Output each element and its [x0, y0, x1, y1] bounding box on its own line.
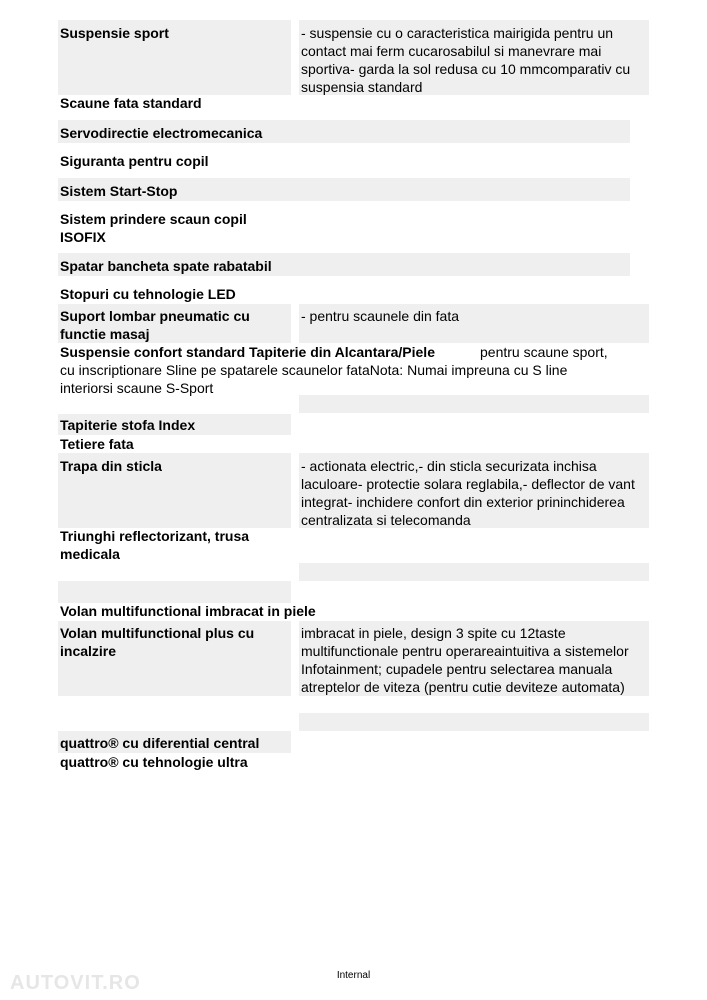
shade-block	[299, 395, 649, 413]
feature-name: Volan multifunctional imbracat in piele	[60, 603, 316, 619]
feature-name: Trapa din sticla	[60, 458, 162, 474]
feature-name: quattro® cu tehnologie ultra	[60, 754, 248, 770]
feature-description: imbracat in piele, design 3 spite cu 12taste multifunctionale pentru operareaintuitiva a sistemelor Infotainment; cupadele pentru selectarea manuala atreptelor de viteza (pentru cutie deviteze automata)	[301, 625, 629, 695]
feature-description: - pentru scaunele din fata	[301, 308, 459, 324]
feature-name: Siguranta pentru copil	[60, 153, 209, 169]
feature-name: Spatar bancheta spate rabatabil	[60, 258, 272, 274]
feature-name: Scaune fata standard	[60, 95, 202, 111]
feature-name: Triunghi reflectorizant, trusa medicala	[60, 528, 250, 562]
feature-name: Suspensie sport	[60, 25, 169, 41]
feature-name: Sistem Start-Stop	[60, 183, 178, 199]
feature-name: Servodirectie electromecanica	[60, 125, 263, 141]
shade-block	[58, 581, 291, 603]
feature-name: Tetiere fata	[60, 436, 134, 452]
feature-name: Suport lombar pneumatic cu functie masaj	[60, 308, 250, 342]
shade-block	[299, 563, 649, 581]
shade-block	[299, 713, 649, 731]
watermark-logo: AUTOVIT.RO	[10, 972, 141, 994]
feature-description: - actionata electric,- din sticla securizata inchisa laculoare- protectie solara reglabila,- deflector de vant integrat- inchidere confort din exterior prininchiderea centralizata si telecomanda	[301, 458, 635, 528]
feature-name: Stopuri cu tehnologie LED	[60, 286, 236, 302]
feature-name: Sistem prindere scaun copil ISOFIX	[60, 211, 247, 245]
feature-name: Suspensie confort standard Tapiterie din Alcantara/Piele	[60, 344, 435, 360]
footer-classification: Internal	[336, 970, 371, 981]
feature-description-continued: cu inscriptionare Sline pe spatarele scaunelor fataNota: Numai impreuna cu S line interiorsi scaune S-Sport	[60, 362, 568, 396]
feature-description: pentru scaune sport,	[480, 344, 608, 360]
feature-name: quattro® cu diferential central	[60, 735, 260, 751]
feature-name: Volan multifunctional plus cu incalzire	[60, 625, 255, 659]
feature-name: Tapiterie stofa Index	[60, 417, 196, 433]
feature-description: - suspensie cu o caracteristica mairigida pentru un contact mai ferm cucarosabilul si manevrare mai sportiva- garda la sol redusa cu 10 mmcomparativ cu suspensia standard	[301, 25, 631, 95]
